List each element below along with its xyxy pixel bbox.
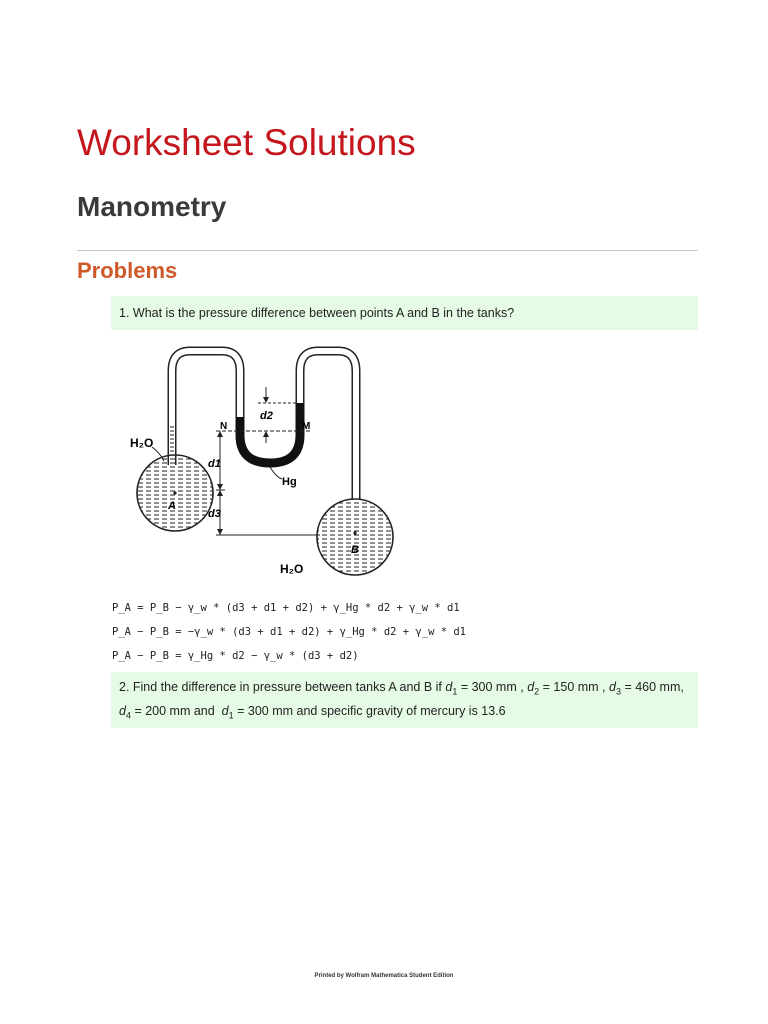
label-d3: d3 xyxy=(208,508,221,520)
question-1-text: 1. What is the pressure difference between points A and B in the tanks? xyxy=(119,306,515,320)
question-2-box: 2. Find the difference in pressure between tanks A and B if $d_1 = 300$ mm , $d_2 = 150$ mm , $d_3 = 460$ mm, $d_4 = 200$ mm and $d_1 = 300$ mm and specific gravity of mercury is 13.6 xyxy=(111,672,698,728)
manometer-diagram xyxy=(130,345,410,585)
question-2-d1: = 300 mm , xyxy=(460,680,524,694)
question-1-box xyxy=(111,296,698,330)
page-subtitle: Manometry xyxy=(77,191,227,222)
question-2-d2: = 150 mm , xyxy=(542,680,606,694)
label-h2o-bottom: H₂O xyxy=(280,562,304,576)
label-a: A xyxy=(168,500,176,512)
label-m: M xyxy=(302,421,311,432)
page-title: Worksheet Solutions xyxy=(77,122,416,163)
question-2-lead: 2. Find the difference in pressure between tanks A and B if xyxy=(119,680,442,694)
label-b: B xyxy=(351,544,359,556)
label-h2o-top: H₂O xyxy=(130,436,154,450)
label-n: N xyxy=(220,421,228,432)
equation-2: P_A − P_B = −γ_w * (d3 + d1 + d2) + γ_Hg * d2 + γ_w * d1 xyxy=(112,626,467,638)
section-divider xyxy=(77,250,698,251)
question-2-d1b: = 300 mm and specific gravity of mercury is 13.6 xyxy=(237,703,506,718)
label-d1: d1 xyxy=(208,458,221,470)
equation-3: P_A − P_B = γ_Hg * d2 − γ_w * (d3 + d2) xyxy=(112,650,359,662)
page-footer: Printed by Wolfram Mathematica Student Edition xyxy=(314,973,454,979)
label-hg: Hg xyxy=(282,476,297,488)
label-d2: d2 xyxy=(260,410,273,422)
question-2-d3: = 460 mm, xyxy=(624,680,684,694)
section-heading: Problems xyxy=(77,258,178,283)
equation-1: P_A = P_B − γ_w * (d3 + d1 + d2) + γ_Hg * d2 + γ_w * d1 xyxy=(112,602,460,614)
question-2-d4: = 200 mm and xyxy=(134,703,215,718)
